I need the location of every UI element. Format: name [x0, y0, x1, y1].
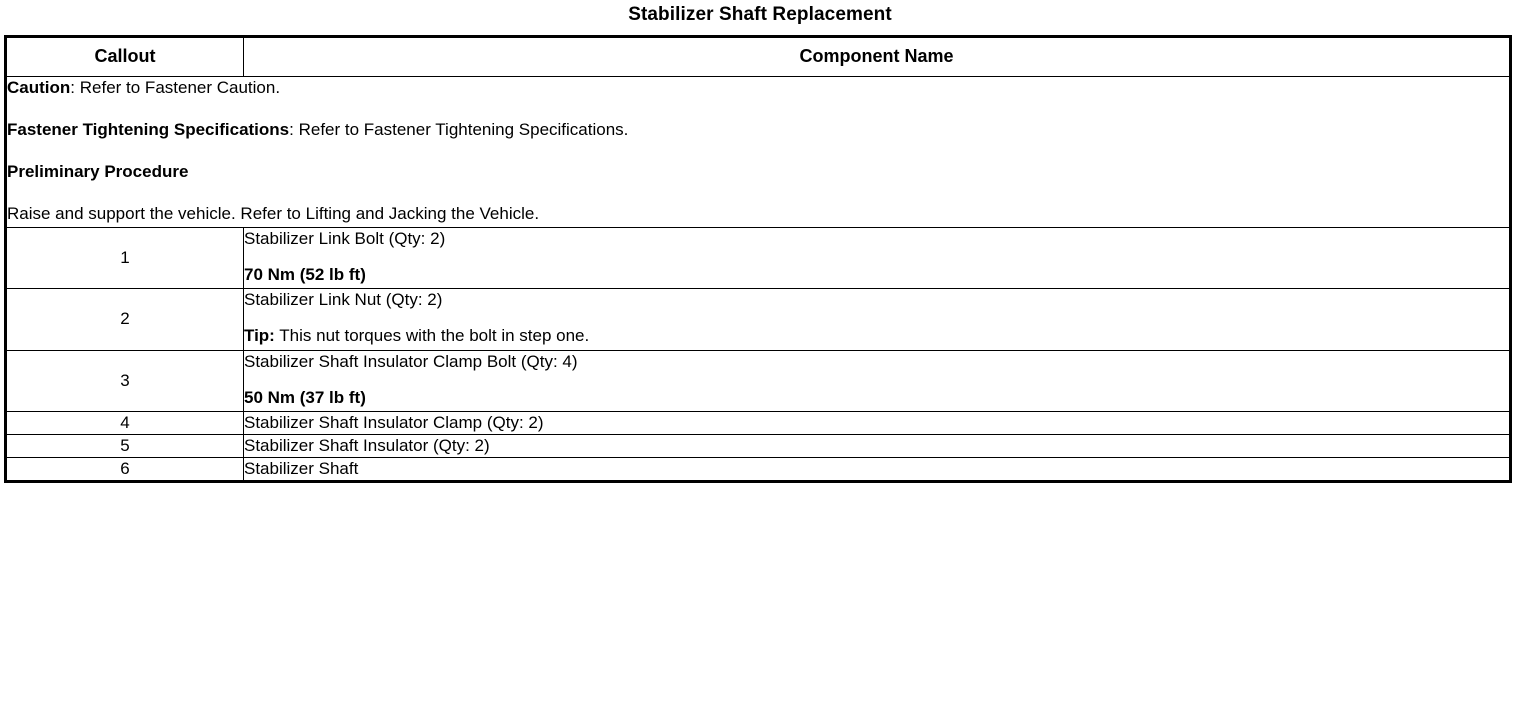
- row-callout: 3: [6, 350, 244, 411]
- row-tip-text: This nut torques with the bolt in step one.: [274, 326, 590, 346]
- row-callout: 2: [6, 289, 244, 350]
- table-row: [6, 289, 1511, 350]
- table-row: [6, 228, 1511, 289]
- note-preliminary-procedure-text: Raise and support the vehicle. Refer to Lifting and Jacking the Vehicle.: [7, 204, 540, 224]
- note-caution-label: Caution: [7, 77, 71, 97]
- notes-cell: [6, 76, 1511, 227]
- table-body: [6, 76, 1511, 481]
- note-fastener-specs-sep: :: [289, 119, 299, 139]
- row-component-name: Stabilizer Shaft Insulator (Qty: 2): [244, 435, 490, 455]
- row-callout: 4: [6, 411, 244, 434]
- table-header-row: [6, 36, 1511, 76]
- row-component: [244, 434, 1511, 457]
- notes-row: [6, 76, 1511, 227]
- note-fastener-specs-text: Refer to Fastener Tightening Specifications.: [298, 119, 629, 139]
- component-table: [4, 35, 1512, 483]
- row-component: [244, 411, 1511, 434]
- note-preliminary-procedure: [7, 161, 1509, 183]
- row-component-name: Stabilizer Link Nut (Qty: 2): [244, 290, 443, 310]
- table-row: [6, 457, 1511, 481]
- row-component: [244, 228, 1511, 289]
- row-callout: 5: [6, 434, 244, 457]
- row-torque-spec: 50 Nm (37 lb ft): [244, 387, 366, 407]
- note-preliminary-procedure-label: Preliminary Procedure: [7, 161, 189, 181]
- row-component-name: Stabilizer Shaft Insulator Clamp Bolt (Qty: 4): [244, 351, 578, 371]
- column-header-component-name: Component Name: [244, 36, 1511, 76]
- note-caution-text: Refer to Fastener Caution.: [79, 77, 281, 97]
- table-row: [6, 434, 1511, 457]
- row-tip: [244, 325, 1509, 347]
- row-component-name: Stabilizer Shaft Insulator Clamp (Qty: 2): [244, 412, 544, 432]
- row-torque-spec: 70 Nm (52 lb ft): [244, 265, 366, 285]
- row-component-name: Stabilizer Link Bolt (Qty: 2): [244, 229, 446, 249]
- table-row: [6, 411, 1511, 434]
- table-row: [6, 350, 1511, 411]
- note-caution-sep: :: [70, 77, 80, 97]
- row-callout: 1: [6, 228, 244, 289]
- note-fastener-specs: [7, 119, 1509, 141]
- table-header: [6, 36, 1511, 76]
- row-component: [244, 457, 1511, 481]
- row-callout: 6: [6, 457, 244, 481]
- column-header-callout: Callout: [6, 36, 244, 76]
- row-component-name: Stabilizer Shaft: [244, 458, 359, 478]
- row-tip-label: Tip:: [244, 326, 275, 346]
- note-caution: [7, 77, 1509, 99]
- row-component: [244, 289, 1511, 350]
- page-title: Stabilizer Shaft Replacement: [628, 4, 892, 25]
- note-fastener-specs-label: Fastener Tightening Specifications: [7, 119, 290, 139]
- row-component: [244, 350, 1511, 411]
